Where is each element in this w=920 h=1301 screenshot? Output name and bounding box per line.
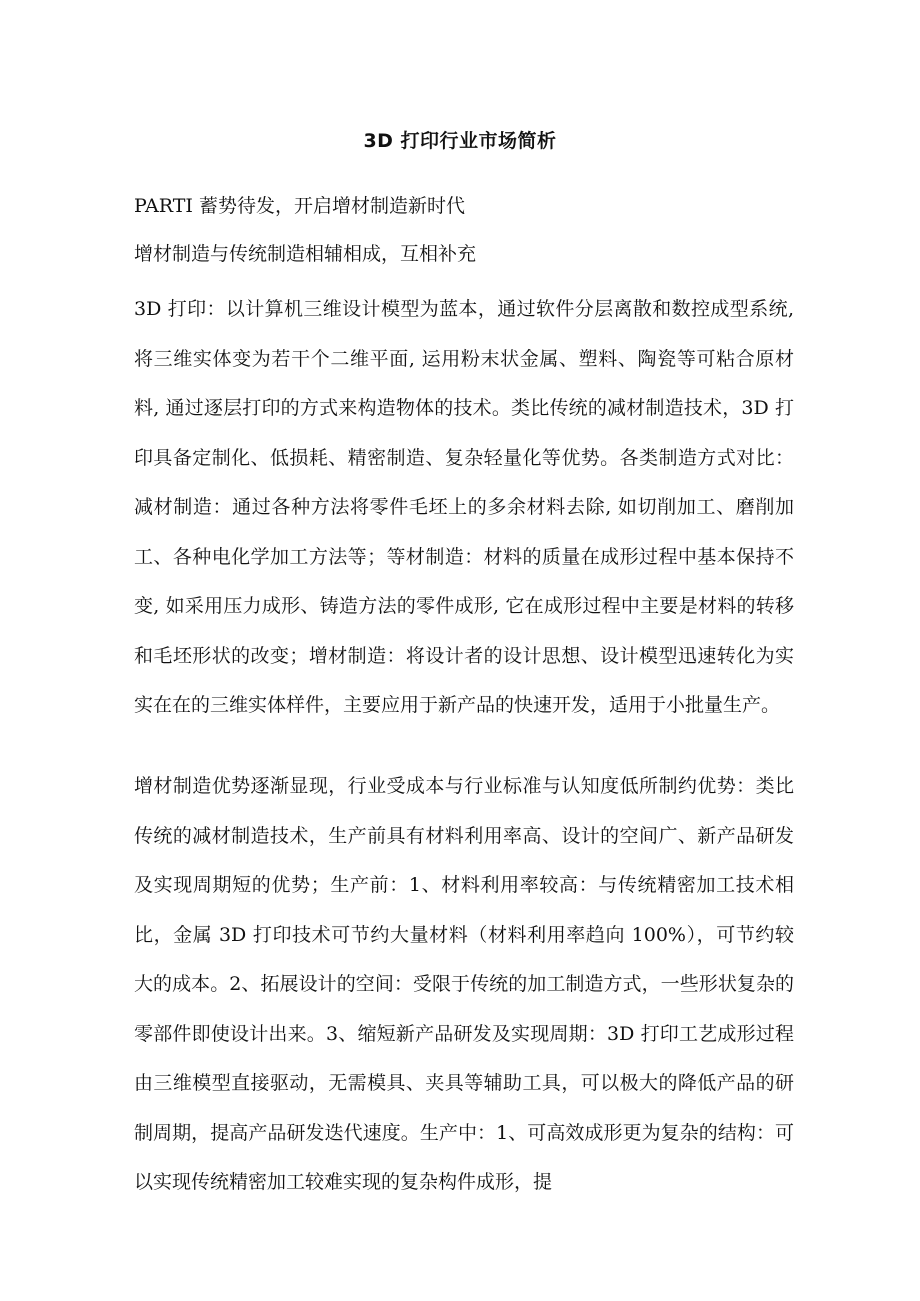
sub-heading: 增材制造与传统制造相辅相成，互相补充: [134, 243, 477, 265]
document-title: 3D 打印行业市场简析: [363, 130, 557, 152]
paragraph-additive-advantages: 增材制造优势逐渐显现，行业受成本与行业标准与认知度低所制约优势：类比传统的减材制造技术，生产前具有材料利用率高、设计的空间广、新产品研发及实现周期短的优势；生产前：1、材料利用率较高：与传统精密加工技术相比，金属 3D 打印技术可节约大量材料（材料利用率趋向 100%），可节约较大的成本。2、拓展设计的空间：受限于传统的加工制造方式，一些形状复杂的零部件即使设计出来。3、缩短新产品研发及实现周期：3D 打印工艺成形过程由三维模型直接驱动，无需模具、夹具等辅助工具，可以极大的降低产品的研制周期，提高产品研发迭代速度。生产中：1、可高效成形更为复杂的结构：可以实现传统精密加工较难实现的复杂构件成形，提: [134, 775, 794, 1193]
paragraph-3d-printing-definition: 3D 打印：以计算机三维设计模型为蓝本，通过软件分层离散和数控成型系统, 将三维实体变为若干个二维平面, 运用粉末状金属、塑料、陶瓷等可粘合原材料, 通过逐层打印的方式来构造物体的技术。类比传统的减材制造技术，3D 打印具备定制化、低损耗、精密制造、复杂轻量化等优势。各类制造方式对比：减材制造：通过各种方法将零件毛坯上的多余材料去除, 如切削加工、磨削加工、各种电化学加工方法等；等材制造：材料的质量在成形过程中基本保持不变, 如采用压力成形、铸造方法的零件成形, 它在成形过程中主要是材料的转移和毛坯形状的改变；增材制造：将设计者的设计思想、设计模型迅速转化为实实在在的三维实体样件，主要应用于新产品的快速开发，适用于小批量生产。: [134, 298, 794, 716]
part-heading: PARTI 蓄势待发，开启增材制造新时代: [134, 195, 465, 217]
